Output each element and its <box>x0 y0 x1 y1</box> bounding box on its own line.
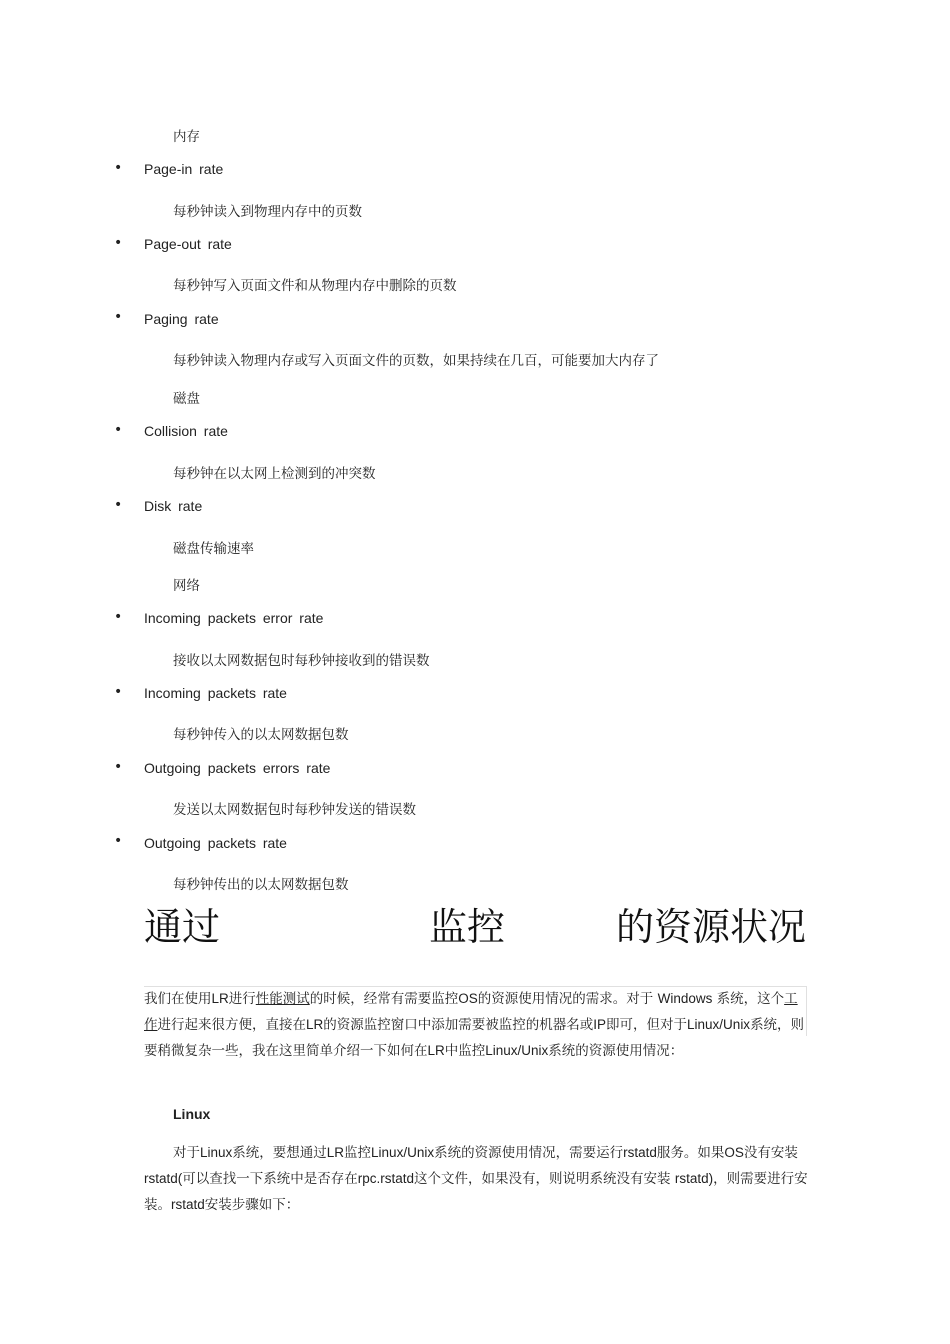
link-work[interactable]: 工作 <box>144 991 798 1033</box>
bullet-icon: • <box>114 422 123 438</box>
metric-description: 每秒钟传入的以太网数据包数 <box>173 727 349 743</box>
metric-description: 每秒钟读入到物理内存中的页数 <box>173 204 362 220</box>
link-performance-testing[interactable]: 性能测试 <box>255 991 310 1007</box>
metric-description: 每秒钟在以太网上检测到的冲突数 <box>173 466 376 482</box>
article-heading-part1: 通过 <box>144 905 221 949</box>
metric-term: Incoming packets rate <box>144 685 287 701</box>
article-heading-part3: 的资源状况 <box>616 905 807 949</box>
metric-term: Disk rate <box>144 498 203 514</box>
linux-paragraph: 对于Linux系统，要想通过LR监控Linux/Unix系统的资源使用情况，需要运行rstatd服务。如果OS没有安装rstatd(可以查找一下系统中是否存在rpc.rstatd这个文件，如果没有，则说明系统没有安装 rstatd)，则需要进行安装。rstatd安装步骤如下： <box>144 1145 808 1213</box>
metric-term: Collision rate <box>144 423 228 439</box>
metric-term: Outgoing packets rate <box>144 835 287 851</box>
metric-description: 每秒钟传出的以太网数据包数 <box>173 877 349 893</box>
section-title-disk: 磁盘 <box>173 391 200 407</box>
metric-description: 磁盘传输速率 <box>173 541 254 557</box>
bullet-icon: • <box>114 235 123 251</box>
metric-description: 每秒钟写入页面文件和从物理内存中删除的页数 <box>173 278 457 294</box>
bullet-icon: • <box>114 309 123 325</box>
bullet-icon: • <box>114 497 123 513</box>
metric-term: Paging rate <box>144 311 219 327</box>
metric-term: Page-in rate <box>144 161 224 177</box>
metric-description: 发送以太网数据包时每秒钟发送的错误数 <box>173 802 416 818</box>
bullet-icon: • <box>114 609 123 625</box>
bullet-icon: • <box>114 684 123 700</box>
metric-term: Page-out rate <box>144 236 232 252</box>
section-title-memory: 内存 <box>173 129 200 145</box>
bullet-icon: • <box>114 759 123 775</box>
bullet-icon: • <box>114 833 123 849</box>
section-title-network: 网络 <box>173 578 200 594</box>
bullet-icon: • <box>114 160 123 176</box>
metric-term: Incoming packets error rate <box>144 610 324 626</box>
metric-description: 每秒钟读入物理内存或写入页面文件的页数，如果持续在几百，可能要加大内存了 <box>173 353 659 369</box>
subheading-linux: Linux <box>173 1106 211 1122</box>
article-heading-part2: 监控 <box>429 905 506 949</box>
metric-term: Outgoing packets errors rate <box>144 760 331 776</box>
intro-paragraph: 我们在使用LR进行性能测试的时候，经常有需要监控OS的资源使用情况的需求。对于 Windows 系统，这个工作进行起来很方便，直接在LR的资源监控窗口中添加需要被监控的机器名或IP即可，但对于Linux/Unix系统，则要稍微复杂一些，我在这里简单介绍一下如何在LR中监控Linux/Unix系统的资源使用情况： <box>144 991 805 1059</box>
metric-description: 接收以太网数据包时每秒钟接收到的错误数 <box>173 653 430 669</box>
